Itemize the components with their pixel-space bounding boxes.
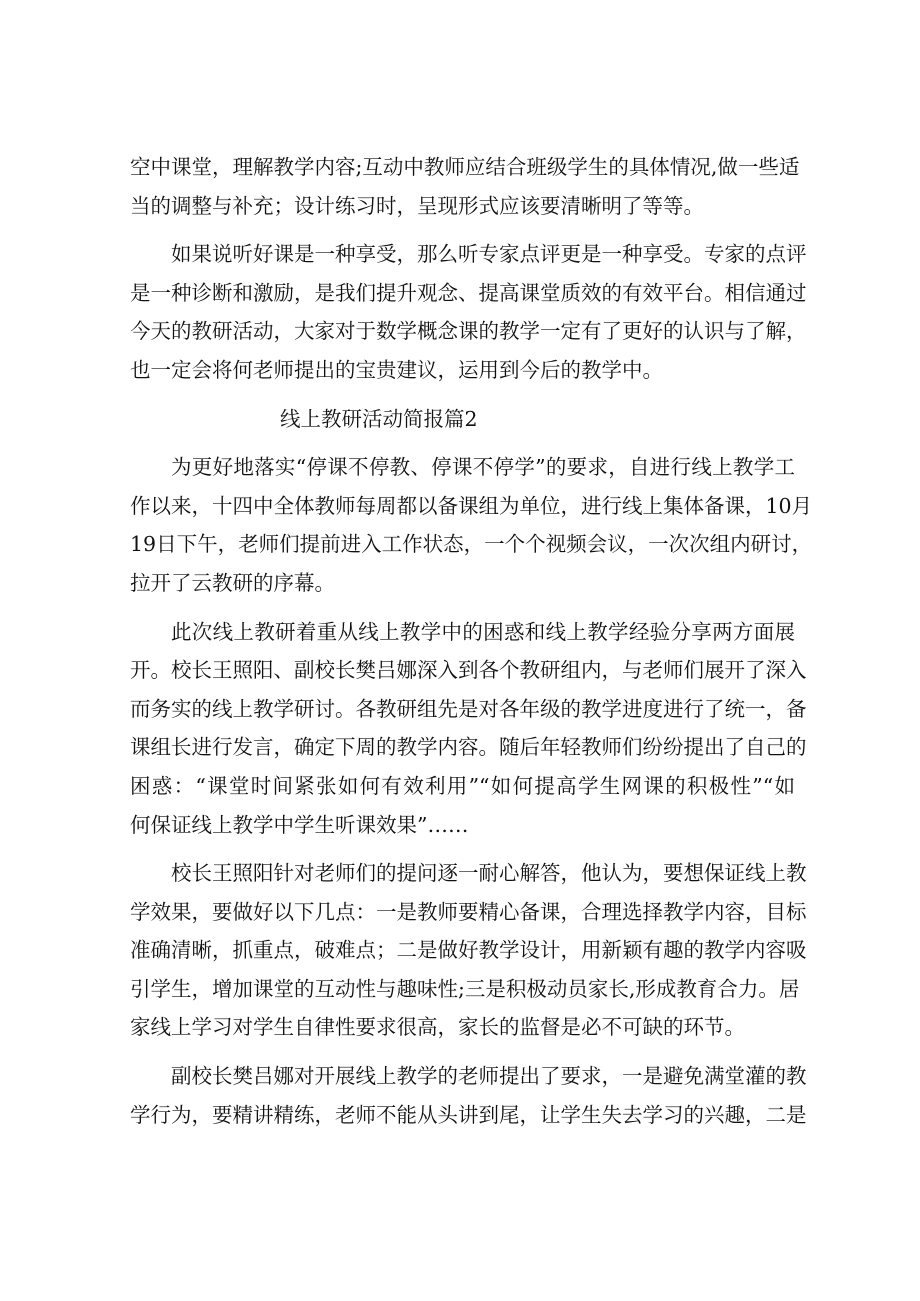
paragraph-5 (130, 854, 807, 1047)
text-line: 为更好地落实“停课不停教、停课不停学”的要求，自进行线上教学工 (171, 455, 795, 480)
text-line: 也一定会将何老师提出的宝贵建议，运用到今后的教学中。 (130, 357, 663, 382)
text-line: 家线上学习对学生自律性要求很高，家长的监督是必不可缺的环节。 (130, 1015, 745, 1040)
text-line: 拉开了云教研的序幕。 (130, 570, 335, 595)
text-line: 作以来，十四中全体教师每周都以备课组为单位，进行线上集体备课，10月 (130, 493, 813, 518)
text-line: 而务实的线上教学研讨。各教研组先是对各年级的教学进度进行了统一，备 (130, 696, 807, 721)
text-line: 开。校长王照阳、副校长樊吕娜深入到各个教研组内，与老师们展开了深入 (130, 658, 807, 683)
paragraph-6 (130, 1057, 807, 1134)
text-line: 学行为，要精讲精练，老师不能从头讲到尾，让学生失去学习的兴趣，二是 (130, 1102, 807, 1127)
text-line: 校长王照阳针对老师们的提问逐一耐心解答，他认为，要想保证线上教 (171, 861, 807, 886)
paragraph-3 (130, 448, 813, 602)
paragraph-4 (130, 613, 807, 845)
text-line: 困惑：“课堂时间紧张如何有效利用”“如何提高学生网课的积极性”“如 (130, 773, 795, 798)
section-title: 线上教研活动简报篇2 (280, 406, 478, 431)
text-line: 空中课堂，理解教学内容;互动中教师应结合班级学生的具体情况,做一些适 (130, 155, 800, 179)
text-line: 引学生，增加课堂的互动性与趣味性;三是积极动员家长,形成教育合力。居 (130, 976, 800, 1001)
paragraph-1 (130, 148, 800, 225)
paragraph-2 (130, 235, 807, 389)
text-line: 今天的教研活动，大家对于数学概念课的教学一定有了更好的认识与了解， (130, 319, 807, 344)
text-line: 学效果，要做好以下几点：一是教师要精心备课，合理选择教学内容，目标 (130, 899, 807, 924)
text-line: 何保证线上教学中学生听课效果”…… (130, 812, 469, 837)
text-line: 副校长樊吕娜对开展线上教学的老师提出了要求，一是避免满堂灌的教 (171, 1064, 807, 1089)
text-line: 此次线上教研着重从线上教学中的困惑和线上教学经验分享两方面展 (171, 619, 795, 644)
document-body (130, 148, 813, 1144)
text-line: 当的调整与补充；设计练习时，呈现形式应该要清晰明了等等。 (130, 193, 704, 218)
text-line: 准确清晰，抓重点，破难点；二是做好教学设计，用新颖有趣的教学内容吸 (130, 938, 807, 963)
text-line: 19日下午，老师们提前进入工作状态，一个个视频会议，一次次组内研讨， (130, 532, 813, 557)
text-line: 如果说听好课是一种享受，那么听专家点评更是一种享受。专家的点评 (171, 242, 807, 267)
text-line: 课组长进行发言，确定下周的教学内容。随后年轻教师们纷纷提出了自己的 (130, 735, 807, 760)
text-line: 是一种诊断和激励，是我们提升观念、提高课堂质效的有效平台。相信通过 (130, 280, 807, 305)
